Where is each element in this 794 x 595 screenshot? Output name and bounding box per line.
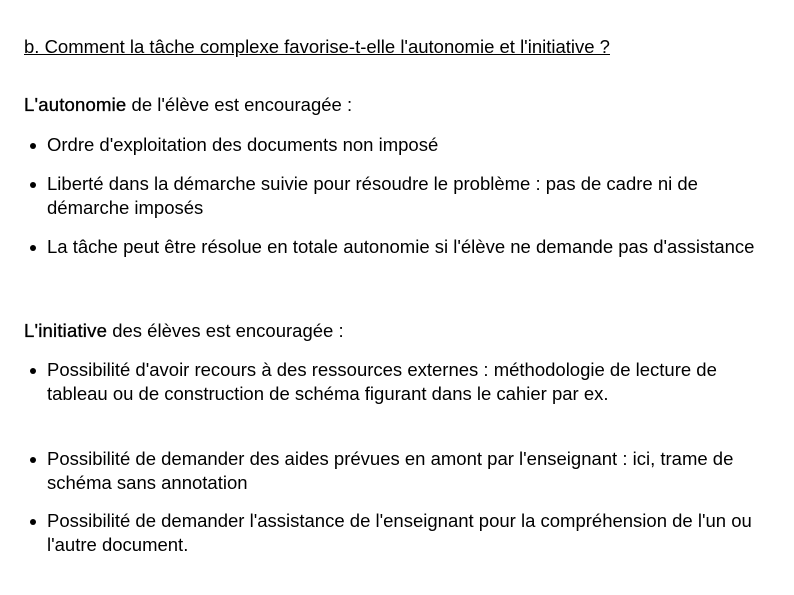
bullet-icon (30, 368, 36, 374)
list-item-text: Ordre d'exploitation des documents non imposé (47, 134, 439, 155)
autonomie-term: L'autonomie (24, 94, 127, 115)
list-item-text: Possibilité d'avoir recours à des ressources externes : méthodologie de lecture de tableau ou de construction de schéma figurant dans le cahier par ex. (47, 359, 717, 404)
initiative-title-rest: des élèves est encouragée : (107, 320, 344, 341)
bullet-icon (30, 457, 36, 463)
bullet-icon (30, 143, 36, 149)
list-item-text: Liberté dans la démarche suivie pour résoudre le problème : pas de cadre ni de démarche imposés (47, 173, 698, 218)
bullet-icon (30, 182, 36, 188)
list-item-text: Possibilité de demander l'assistance de l'enseignant pour la compréhension de l'un ou l'autre document. (47, 510, 752, 555)
bullet-icon (30, 245, 36, 251)
initiative-term: L'initiative (24, 320, 108, 341)
slide-heading: b. Comment la tâche complexe favorise-t-elle l'autonomie et l'initiative ? (24, 36, 610, 57)
list-item-text: La tâche peut être résolue en totale autonomie si l'élève ne demande pas d'assistance (47, 236, 755, 257)
bullet-icon (30, 519, 36, 525)
autonomie-title-rest: de l'élève est encouragée : (126, 94, 353, 115)
autonomie-section-title (24, 93, 352, 117)
initiative-section-title (24, 319, 344, 343)
list-item-text: Possibilité de demander des aides prévues en amont par l'enseignant : ici, trame de schéma sans annotation (47, 448, 734, 493)
